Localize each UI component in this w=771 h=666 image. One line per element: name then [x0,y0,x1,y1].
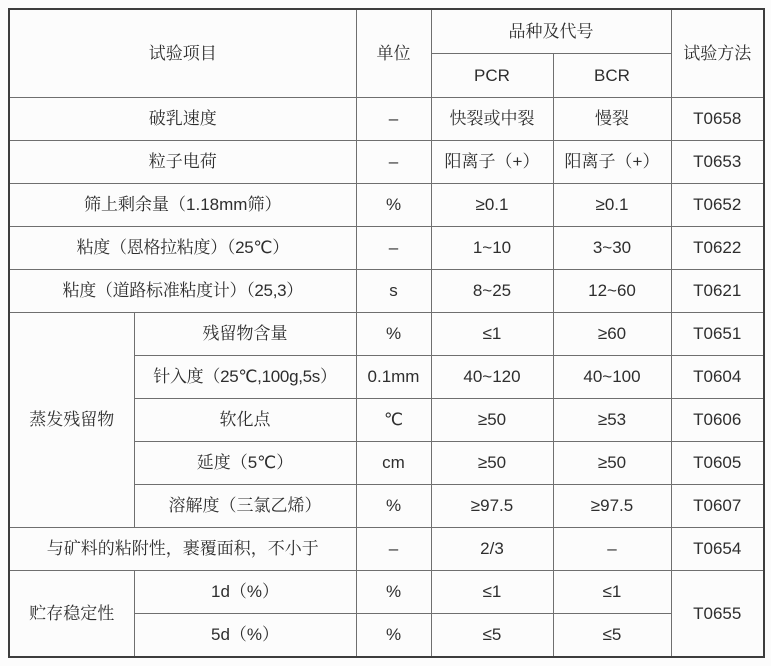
cell-pcr: ≥97.5 [431,485,553,528]
cell-method: T0658 [671,98,764,141]
header-unit: 单位 [356,9,431,98]
cell-bcr: ≤5 [553,614,671,658]
cell-item: 粘度（恩格拉粘度）（25℃） [9,227,356,270]
cell-method: T0621 [671,270,764,313]
cell-bcr: ≤1 [553,571,671,614]
header-row-1 [9,9,764,54]
cell-pcr: ≥50 [431,442,553,485]
header-variety-code: 品种及代号 [431,9,671,54]
cell-unit: % [356,184,431,227]
cell-pcr: 2/3 [431,528,553,571]
cell-item: 粘度（道路标准粘度计）（25,3） [9,270,356,313]
cell-item: 筛上剩余量（1.18mm筛） [9,184,356,227]
cell-item: 软化点 [134,399,356,442]
cell-unit: % [356,313,431,356]
cell-method: T0604 [671,356,764,399]
cell-pcr: ≤1 [431,571,553,614]
header-col-bcr: BCR [553,54,671,98]
cell-bcr: 12~60 [553,270,671,313]
table-row [9,270,764,313]
cell-pcr: 8~25 [431,270,553,313]
cell-unit: – [356,528,431,571]
cell-item: 与矿料的粘附性，裹覆面积，不小于 [9,528,356,571]
cell-pcr: ≥50 [431,399,553,442]
cell-pcr: 快裂或中裂 [431,98,553,141]
cell-method: T0622 [671,227,764,270]
cell-unit: – [356,98,431,141]
cell-pcr: 阳离子（+） [431,141,553,184]
cell-bcr: 阳离子（+） [553,141,671,184]
cell-unit: s [356,270,431,313]
cell-bcr: 慢裂 [553,98,671,141]
header-test-method: 试验方法 [671,9,764,98]
cell-item: 5d（%） [134,614,356,658]
cell-unit: – [356,141,431,184]
header-test-item: 试验项目 [9,9,356,98]
group-label-storage-stability: 贮存稳定性 [9,571,134,658]
cell-method: T0655 [671,571,764,658]
table-row [9,313,764,356]
cell-unit: cm [356,442,431,485]
spec-table [8,8,765,658]
cell-item: 溶解度（三氯乙烯） [134,485,356,528]
cell-bcr: ≥60 [553,313,671,356]
cell-bcr: ≥50 [553,442,671,485]
group-label-evaporation-residue: 蒸发残留物 [9,313,134,528]
cell-bcr: 40~100 [553,356,671,399]
table-row [9,98,764,141]
cell-item: 针入度（25℃,100g,5s） [134,356,356,399]
cell-pcr: 1~10 [431,227,553,270]
cell-method: T0651 [671,313,764,356]
cell-method: T0607 [671,485,764,528]
cell-unit: 0.1mm [356,356,431,399]
cell-pcr: ≥0.1 [431,184,553,227]
cell-item: 粒子电荷 [9,141,356,184]
header-col-pcr: PCR [431,54,553,98]
cell-method: T0654 [671,528,764,571]
cell-item: 破乳速度 [9,98,356,141]
cell-item: 1d（%） [134,571,356,614]
table-row [9,528,764,571]
cell-unit: % [356,571,431,614]
cell-item: 延度（5℃） [134,442,356,485]
cell-method: T0653 [671,141,764,184]
cell-bcr: ≥97.5 [553,485,671,528]
cell-method: T0605 [671,442,764,485]
cell-pcr: ≤5 [431,614,553,658]
cell-pcr: 40~120 [431,356,553,399]
cell-bcr: ≥0.1 [553,184,671,227]
cell-bcr: – [553,528,671,571]
cell-unit: % [356,614,431,658]
table-row [9,227,764,270]
cell-pcr: ≤1 [431,313,553,356]
cell-unit: % [356,485,431,528]
cell-bcr: ≥53 [553,399,671,442]
cell-method: T0652 [671,184,764,227]
cell-unit: – [356,227,431,270]
table-row [9,141,764,184]
cell-method: T0606 [671,399,764,442]
cell-item: 残留物含量 [134,313,356,356]
cell-unit: ℃ [356,399,431,442]
cell-bcr: 3~30 [553,227,671,270]
table-row [9,571,764,614]
table-row [9,184,764,227]
